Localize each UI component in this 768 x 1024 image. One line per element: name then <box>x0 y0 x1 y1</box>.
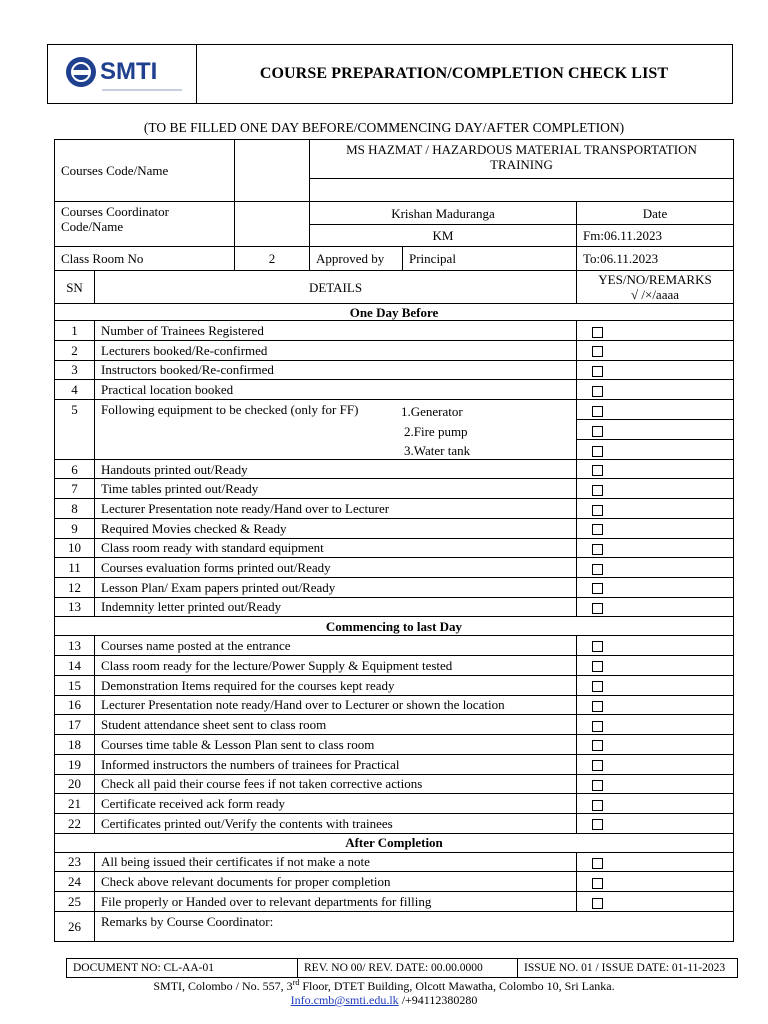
section-one-day-before: One Day Before <box>55 304 734 321</box>
row-details: Handouts printed out/Ready <box>95 460 577 479</box>
row-details: Instructors booked/Re-confirmed <box>95 360 577 380</box>
table-row <box>55 872 734 892</box>
phone-number: /+94112380280 <box>398 993 478 1007</box>
row-sn: 7 <box>55 479 95 499</box>
checkbox[interactable] <box>592 583 603 594</box>
row-details: Student attendance sheet sent to class room <box>95 715 577 735</box>
section-commencing: Commencing to last Day <box>55 617 734 636</box>
coordinator-label: Courses Coordinator Code/Name <box>55 202 235 247</box>
check-cell[interactable] <box>577 400 734 420</box>
checklist-table <box>54 270 734 942</box>
row-details: Courses time table & Lesson Plan sent to class room <box>95 735 577 755</box>
equipment-generator: 1.Generator <box>401 404 463 419</box>
row-sn: 25 <box>55 892 95 912</box>
column-header-row <box>55 271 734 304</box>
check-cell[interactable] <box>577 499 734 519</box>
document-header <box>47 44 733 104</box>
address-block <box>0 976 768 1007</box>
check-cell[interactable] <box>577 597 734 617</box>
checkbox[interactable] <box>592 446 603 457</box>
row-details <box>95 400 577 460</box>
checkbox[interactable] <box>592 406 603 417</box>
smti-logo <box>66 57 157 87</box>
address-sup: rd <box>292 978 300 987</box>
date-to: To:06.11.2023 <box>577 247 734 271</box>
equipment-check-text: Following equipment to be checked (only for FF) <box>101 402 359 417</box>
row-details: Indemnity letter printed out/Ready <box>95 597 577 617</box>
row-sn: 2 <box>55 341 95 361</box>
table-row <box>55 735 734 755</box>
row-sn: 17 <box>55 715 95 735</box>
check-cell[interactable] <box>577 655 734 675</box>
checkbox[interactable] <box>592 544 603 555</box>
address-part: Floor, DTET Building, Olcott Mawatha, Colombo 10, Sri Lanka. <box>299 979 615 993</box>
row-sn: 23 <box>55 852 95 872</box>
table-row <box>55 341 734 361</box>
checkbox[interactable] <box>592 681 603 692</box>
checkbox[interactable] <box>592 366 603 377</box>
checkbox[interactable] <box>592 327 603 338</box>
check-cell[interactable] <box>577 538 734 558</box>
check-cell[interactable] <box>577 852 734 872</box>
check-cell[interactable] <box>577 754 734 774</box>
table-row <box>55 912 734 942</box>
checkbox[interactable] <box>592 661 603 672</box>
checkbox[interactable] <box>592 721 603 732</box>
checkbox[interactable] <box>592 386 603 397</box>
row-sn: 8 <box>55 499 95 519</box>
row-sn: 10 <box>55 538 95 558</box>
table-row <box>55 499 734 519</box>
row-details: Lecturer Presentation note ready/Hand over to Lecturer or shown the location <box>95 695 577 715</box>
row-sn: 3 <box>55 360 95 380</box>
contact-line <box>0 993 768 1007</box>
table-row <box>55 360 734 380</box>
row-details: Courses name posted at the entrance <box>95 636 577 656</box>
check-cell[interactable] <box>577 479 734 499</box>
check-cell[interactable] <box>577 872 734 892</box>
row-details: Number of Trainees Registered <box>95 321 577 341</box>
row-sn: 6 <box>55 460 95 479</box>
check-cell[interactable] <box>577 341 734 361</box>
checkbox[interactable] <box>592 465 603 476</box>
checkbox[interactable] <box>592 426 603 437</box>
table-row <box>55 479 734 499</box>
checkbox[interactable] <box>592 740 603 751</box>
table-row <box>55 814 734 834</box>
table-row <box>55 695 734 715</box>
table-row <box>55 675 734 695</box>
table-row <box>55 754 734 774</box>
logo-text: SMTI <box>100 58 158 85</box>
checkbox[interactable] <box>592 346 603 357</box>
check-cell[interactable] <box>577 636 734 656</box>
checkbox[interactable] <box>592 898 603 909</box>
address-line <box>0 976 768 993</box>
row-details: Class room ready with standard equipment <box>95 538 577 558</box>
date-label: Date <box>577 202 734 225</box>
email-link[interactable]: Info.cmb@smti.edu.lk <box>290 993 399 1007</box>
checkbox[interactable] <box>592 760 603 771</box>
remarks-header-label: YES/NO/REMARKS <box>598 272 712 287</box>
row-sn: 21 <box>55 794 95 814</box>
approved-label: Approved by <box>310 247 403 271</box>
course-label: Courses Code/Name <box>55 140 235 202</box>
checkbox[interactable] <box>592 603 603 614</box>
classroom-no: 2 <box>235 247 310 271</box>
check-cell[interactable] <box>577 440 734 460</box>
table-row <box>55 852 734 872</box>
course-code-cell <box>235 140 310 202</box>
checkbox[interactable] <box>592 819 603 830</box>
row-sn: 15 <box>55 675 95 695</box>
table-row <box>55 380 734 400</box>
row-sn: 26 <box>55 912 95 942</box>
check-cell[interactable] <box>577 380 734 400</box>
check-cell[interactable] <box>577 695 734 715</box>
row-sn: 22 <box>55 814 95 834</box>
logo-tagline-mark <box>102 89 182 91</box>
table-row <box>55 715 734 735</box>
course-name: MS HAZMAT / HAZARDOUS MATERIAL TRANSPORTATION TRAINING <box>310 140 734 179</box>
checkbox[interactable] <box>592 701 603 712</box>
check-cell[interactable] <box>577 892 734 912</box>
course-blank <box>310 179 734 202</box>
table-row <box>55 321 734 341</box>
table-row <box>55 774 734 794</box>
checkbox[interactable] <box>592 505 603 516</box>
row-sn: 12 <box>55 578 95 598</box>
classroom-label: Class Room No <box>55 247 235 271</box>
table-row <box>55 794 734 814</box>
table-row <box>55 578 734 598</box>
doc-number: DOCUMENT NO: CL-AA-01 <box>67 959 298 977</box>
check-cell[interactable] <box>577 558 734 578</box>
row-sn: 13 <box>55 597 95 617</box>
row-details: Certificates printed out/Verify the contents with trainees <box>95 814 577 834</box>
table-row <box>55 538 734 558</box>
page-title: COURSE PREPARATION/COMPLETION CHECK LIST <box>259 65 669 82</box>
globe-icon <box>66 57 96 87</box>
check-cell[interactable] <box>577 578 734 598</box>
table-row <box>55 597 734 617</box>
logo-cell <box>48 45 197 103</box>
table-row <box>55 460 734 479</box>
row-sn: 24 <box>55 872 95 892</box>
section-after-completion: After Completion <box>55 833 734 852</box>
coordinator-code-cell <box>235 202 310 247</box>
checkbox[interactable] <box>592 485 603 496</box>
sn-header: SN <box>55 271 95 304</box>
checkbox[interactable] <box>592 858 603 869</box>
date-from: Fm:06.11.2023 <box>577 225 734 247</box>
remarks-header <box>577 271 734 304</box>
check-cell[interactable] <box>577 420 734 440</box>
coordinator-code: KM <box>310 225 577 247</box>
check-cell[interactable] <box>577 794 734 814</box>
check-cell[interactable] <box>577 715 734 735</box>
table-row <box>55 892 734 912</box>
coordinator-name: Krishan Maduranga <box>310 202 577 225</box>
table-row <box>55 400 734 420</box>
row-sn: 11 <box>55 558 95 578</box>
revision-info: REV. NO 00/ REV. DATE: 00.00.0000 <box>298 959 518 977</box>
check-cell[interactable] <box>577 519 734 539</box>
row-sn: 18 <box>55 735 95 755</box>
row-details: Class room ready for the lecture/Power Supply & Equipment tested <box>95 655 577 675</box>
equipment-list <box>401 402 470 460</box>
remarks-header-legend: √ /×/aaaa <box>630 287 680 302</box>
table-row <box>55 636 734 656</box>
checkbox[interactable] <box>592 780 603 791</box>
row-details: File properly or Handed over to relevant departments for filling <box>95 892 577 912</box>
equipment-fire-pump: 2.Fire pump <box>404 423 468 439</box>
equipment-water-tank: 3.Water tank <box>404 443 471 458</box>
check-cell[interactable] <box>577 675 734 695</box>
row-details: Required Movies checked & Ready <box>95 519 577 539</box>
check-cell[interactable] <box>577 360 734 380</box>
row-details: Courses evaluation forms printed out/Ready <box>95 558 577 578</box>
fill-instruction: (TO BE FILLED ONE DAY BEFORE/COMMENCING DAY/AFTER COMPLETION) <box>143 120 625 135</box>
row-details: Practical location booked <box>95 380 577 400</box>
row-details: All being issued their certificates if not make a note <box>95 852 577 872</box>
row-sn: 14 <box>55 655 95 675</box>
checkbox[interactable] <box>592 800 603 811</box>
row-sn: 4 <box>55 380 95 400</box>
row-sn: 9 <box>55 519 95 539</box>
check-cell[interactable] <box>577 321 734 341</box>
address-part: SMTI, Colombo / No. 557, 3 <box>153 979 293 993</box>
row-details: Check all paid their course fees if not taken corrective actions <box>95 774 577 794</box>
check-cell[interactable] <box>577 460 734 479</box>
row-sn: 1 <box>55 321 95 341</box>
checkbox[interactable] <box>592 878 603 889</box>
table-row <box>55 655 734 675</box>
issue-info: ISSUE NO. 01 / ISSUE DATE: 01-11-2023 <box>524 962 726 974</box>
check-cell[interactable] <box>577 774 734 794</box>
check-cell[interactable] <box>577 735 734 755</box>
table-row <box>55 519 734 539</box>
details-header: DETAILS <box>95 271 577 304</box>
coordinator-remarks[interactable]: Remarks by Course Coordinator: <box>95 912 734 942</box>
check-cell[interactable] <box>577 814 734 834</box>
row-details: Demonstration Items required for the courses kept ready <box>95 675 577 695</box>
table-row <box>55 558 734 578</box>
course-info-table <box>54 139 734 271</box>
row-sn: 5 <box>55 400 95 460</box>
row-sn: 13 <box>55 636 95 656</box>
checkbox[interactable] <box>592 524 603 535</box>
row-sn: 19 <box>55 754 95 774</box>
row-details: Certificate received ack form ready <box>95 794 577 814</box>
approved-by: Principal <box>403 247 577 271</box>
row-details: Lecturers booked/Re-confirmed <box>95 341 577 361</box>
row-details: Lesson Plan/ Exam papers printed out/Ready <box>95 578 577 598</box>
row-details: Check above relevant documents for proper completion <box>95 872 577 892</box>
checkbox[interactable] <box>592 564 603 575</box>
row-sn: 20 <box>55 774 95 794</box>
row-sn: 16 <box>55 695 95 715</box>
row-details: Informed instructors the numbers of trainees for Practical <box>95 754 577 774</box>
row-details: Lecturer Presentation note ready/Hand over to Lecturer <box>95 499 577 519</box>
row-details: Time tables printed out/Ready <box>95 479 577 499</box>
document-footer <box>66 958 738 978</box>
checkbox[interactable] <box>592 641 603 652</box>
